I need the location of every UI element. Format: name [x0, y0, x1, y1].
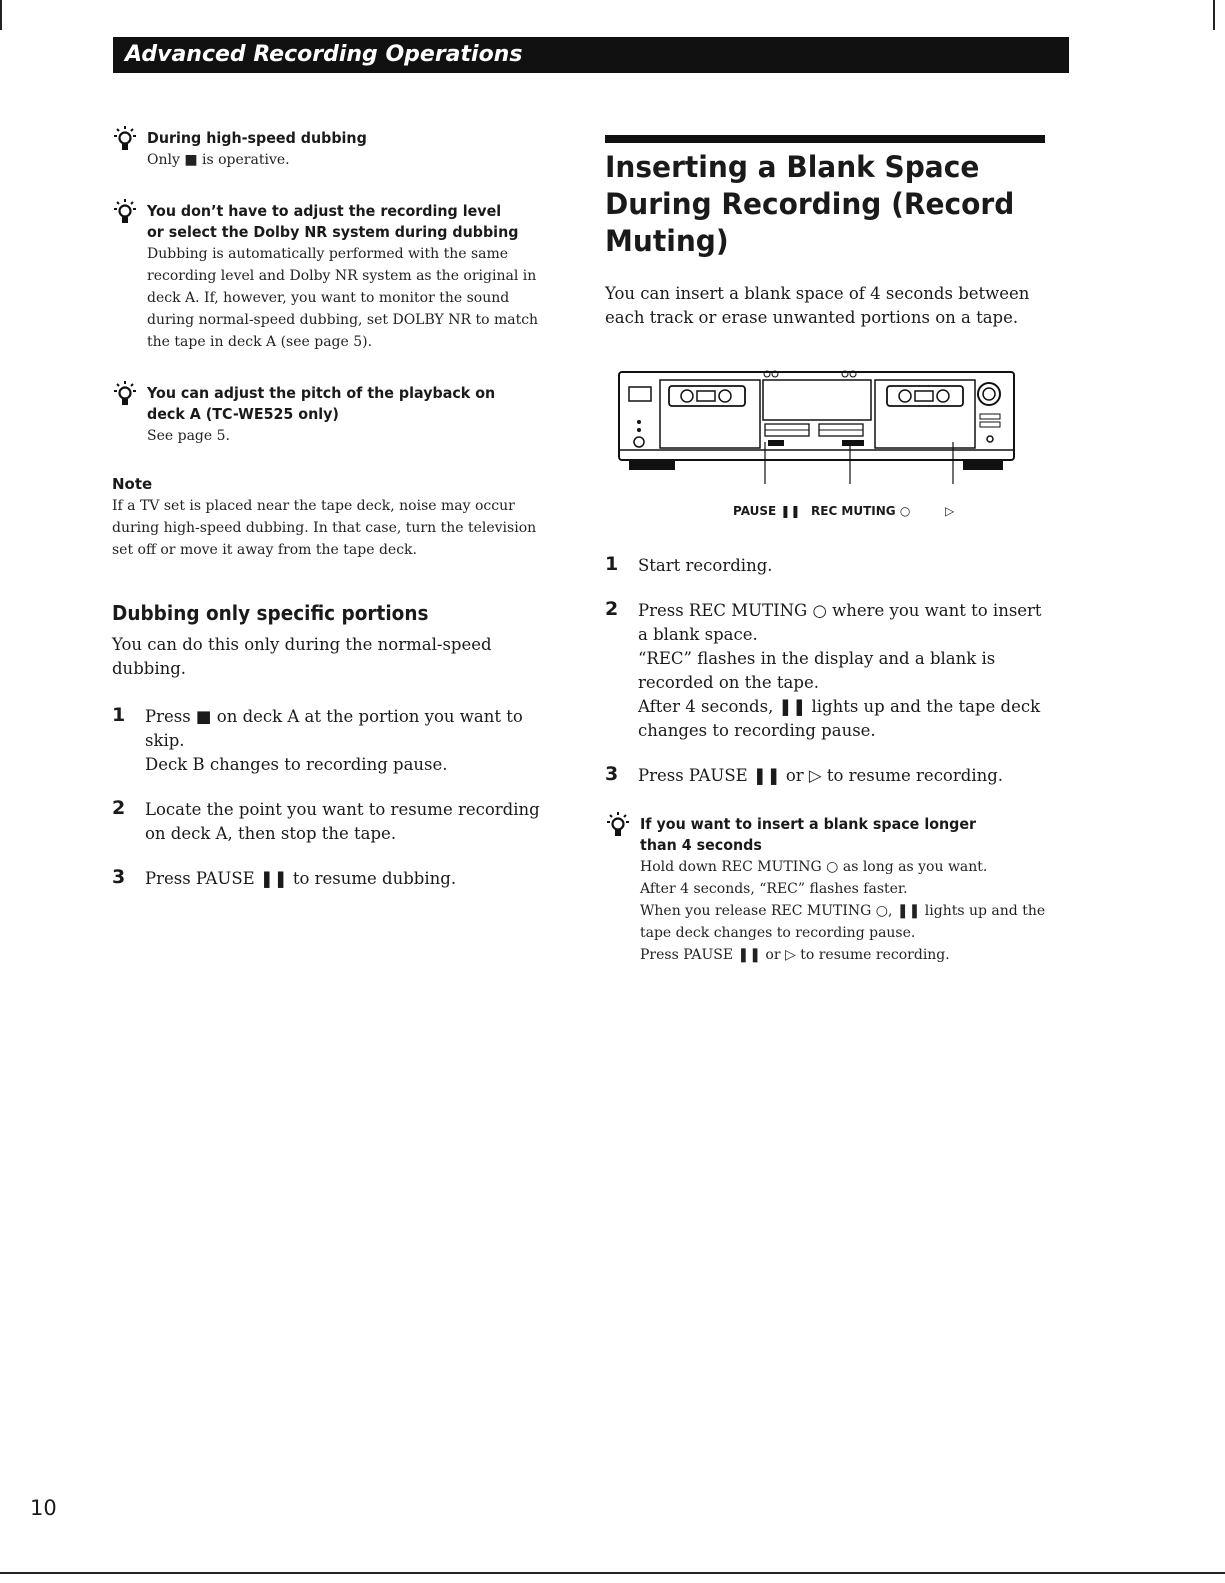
tip-block: [112, 383, 552, 447]
step-text: Press ■ on deck A at the portion you want to skip.: [145, 707, 523, 750]
step-list: [112, 705, 552, 891]
subsection-intro: You can do this only during the normal-speed dubbing.: [112, 635, 492, 678]
tip-text: Only ■ is operative.: [147, 152, 290, 168]
step-text: Press REC MUTING ○ where you want to insert a blank space.: [638, 601, 1042, 644]
step-text: After 4 seconds, ❚❚ lights up and the tape deck changes to recording pause.: [638, 697, 1041, 740]
step-item: [605, 599, 1050, 743]
tip-title: During high-speed dubbing: [147, 129, 367, 147]
tip-block: [605, 814, 1050, 966]
lightbulb-icon: [605, 810, 631, 840]
page-edge: [1213, 0, 1215, 30]
tip-title: You can adjust the pitch of the playback on deck A (TC-WE525 only): [147, 384, 496, 423]
section-title-bar: Advanced Recording Operations: [113, 37, 1069, 73]
step-number: 1: [605, 553, 619, 575]
step-text: Start recording.: [638, 556, 773, 575]
play-callout-label: ▷: [945, 504, 955, 518]
tip-block: [112, 128, 552, 171]
step-text: “REC” flashes in the display and a blank is recorded on the tape.: [638, 649, 996, 692]
tip-text: Press PAUSE ❚❚ or ▷ to resume recording.: [640, 947, 950, 963]
tip-text: Hold down REC MUTING ○ as long as you want.: [640, 859, 988, 875]
pause-callout-label: PAUSE ❚❚: [733, 504, 801, 518]
tip-title: If you want to insert a blank space longer than 4 seconds: [640, 815, 977, 854]
page-edge: [0, 0, 2, 30]
step-list: [605, 554, 1050, 788]
step-text: Deck B changes to recording pause.: [145, 755, 448, 774]
step-number: 2: [112, 797, 126, 819]
tip-title: You don’t have to adjust the recording level or select the Dolby NR system during dubbing: [147, 202, 519, 241]
right-column: [605, 135, 1050, 988]
tip-text: See page 5.: [147, 428, 230, 444]
lightbulb-icon: [112, 379, 138, 409]
tip-text: After 4 seconds, “REC” flashes faster.: [640, 881, 908, 897]
page-title: Inserting a Blank Space During Recording (Record Muting): [605, 150, 1015, 258]
step-number: 2: [605, 598, 619, 620]
step-item: [605, 554, 1050, 578]
intro-text: You can insert a blank space of 4 seconds between each track or erase unwanted portions on a tape.: [605, 284, 1030, 327]
step-item: [112, 867, 552, 891]
step-item: [112, 798, 552, 846]
tip-text: When you release REC MUTING ○, ❚❚ lights up and the tape deck changes to recording pause.: [640, 903, 1046, 941]
subsection-title: Dubbing only specific portions: [112, 601, 429, 625]
step-number: 3: [605, 763, 619, 785]
lightbulb-icon: [112, 197, 138, 227]
heading-rule: [605, 135, 1045, 143]
step-number: 1: [112, 704, 126, 726]
note-title: Note: [112, 475, 153, 493]
lightbulb-icon: [112, 124, 138, 154]
step-text: Press PAUSE ❚❚ or ▷ to resume recording.: [638, 766, 1004, 785]
left-column: [112, 128, 552, 912]
page-edge-bottom: [0, 1572, 1225, 1574]
step-text: Locate the point you want to resume recording on deck A, then stop the tape.: [145, 800, 540, 843]
step-item: [112, 705, 552, 777]
rec-muting-callout-label: REC MUTING ○: [811, 504, 911, 518]
step-text: Press PAUSE ❚❚ to resume dubbing.: [145, 869, 457, 888]
tape-deck-illustration: [605, 362, 1050, 522]
tip-text: Dubbing is automatically performed with the same recording level and Dolby NR system as the original in deck A. If, however, you want to monitor the sound during normal-speed dubbing, set DOLBY NR to match the tape in deck A (see page 5).: [147, 246, 539, 350]
step-item: [605, 764, 1050, 788]
note-text: If a TV set is placed near the tape deck, noise may occur during high-speed dubbing. In that case, turn the television set off or move it away from the tape deck.: [112, 498, 537, 558]
tip-block: [112, 201, 552, 353]
page-number: 10: [30, 1496, 57, 1520]
step-number: 3: [112, 866, 126, 888]
tape-deck-diagram: [605, 362, 1050, 522]
